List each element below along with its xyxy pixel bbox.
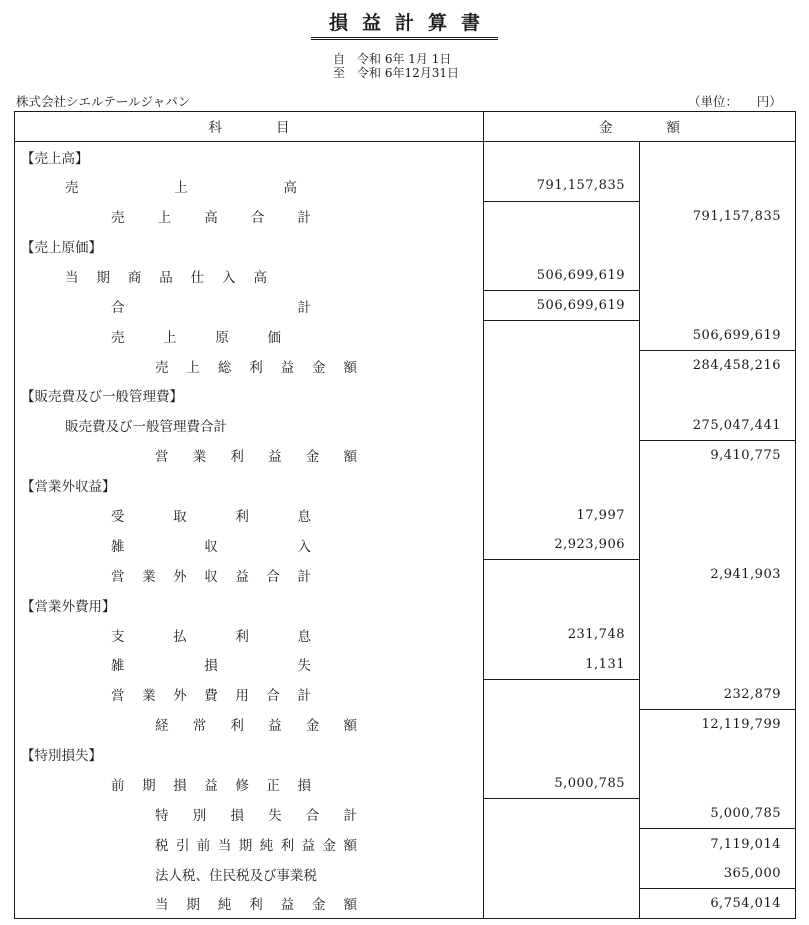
row-label-cell (15, 321, 484, 351)
label-char: 計 (297, 688, 311, 705)
label-char: 損 (230, 807, 244, 824)
amount-total (640, 381, 796, 411)
label-char: 利 (249, 359, 263, 376)
label-char: 期 (186, 897, 200, 914)
table-row (15, 560, 796, 590)
row-label (111, 625, 311, 645)
label-char: 高 (204, 210, 218, 227)
amount-detail (484, 410, 640, 440)
label-char: 支 (111, 628, 125, 645)
label-char: 収 (204, 568, 218, 585)
label-char: 額 (343, 837, 357, 854)
amount-detail: 1,131 (484, 650, 640, 680)
label-char: 額 (343, 359, 357, 376)
amount-total (640, 291, 796, 321)
amount-detail: 791,157,835 (484, 171, 640, 201)
table-row (15, 351, 796, 381)
label-char: 上 (186, 359, 200, 376)
label-char: 品 (159, 269, 173, 286)
label-char: 純 (259, 837, 274, 854)
label-char: 金 (305, 718, 320, 735)
row-label: 法人税、住民税及び事業税 (155, 867, 317, 884)
amount-total: 12,119,799 (640, 709, 796, 739)
label-char: 受 (111, 509, 125, 526)
amount-header (484, 112, 796, 142)
table-row (15, 799, 796, 829)
table-row (15, 291, 796, 321)
label-char: 収 (204, 538, 218, 555)
label-char: 払 (173, 628, 187, 645)
row-label-cell (15, 829, 484, 859)
table-row (15, 889, 796, 919)
label-char: 税 (155, 837, 169, 854)
label-char: 引 (175, 837, 190, 854)
label-char: 上 (157, 210, 172, 227)
label-char: 益 (268, 718, 282, 735)
label-char: 商 (127, 269, 142, 286)
row-label (111, 654, 311, 674)
table-body (15, 141, 796, 918)
label-char: 額 (343, 897, 357, 914)
label-char: 用 (235, 688, 249, 705)
label-char: 売 (65, 180, 79, 197)
amount-detail (484, 709, 640, 739)
label-char: 計 (297, 299, 311, 316)
row-label-cell (15, 291, 484, 321)
row-label-cell (15, 351, 484, 381)
table-row (15, 500, 796, 530)
row-label-cell (15, 739, 484, 769)
label-char: 金 (312, 359, 326, 376)
label-char: 損 (297, 778, 311, 795)
label-char: 合 (250, 210, 265, 227)
amount-total (640, 141, 796, 171)
row-label-cell (15, 590, 484, 620)
row-label-cell (15, 709, 484, 739)
amount-detail: 5,000,785 (484, 769, 640, 799)
label-char: 営 (111, 568, 125, 585)
table-row (15, 141, 796, 171)
row-label: 販売費及び一般管理費合計 (65, 419, 227, 436)
label-char: 高 (283, 180, 297, 197)
label-char: 失 (297, 658, 311, 675)
table-row (15, 261, 796, 291)
label-char: 益 (301, 837, 316, 854)
table-header-row (15, 112, 796, 142)
row-label (111, 774, 311, 794)
table-row (15, 679, 796, 709)
amount-header-label: 金 額 (599, 120, 680, 137)
label-char: 損 (204, 658, 218, 675)
table-row (15, 171, 796, 201)
row-label-cell (15, 530, 484, 560)
label-char: 計 (343, 807, 357, 824)
label-char: 仕 (190, 269, 205, 286)
row-label-cell (15, 470, 484, 500)
amount-total: 6,754,014 (640, 889, 796, 919)
row-label-cell (15, 141, 484, 171)
row-label-cell (15, 201, 484, 231)
amount-total: 275,047,441 (640, 410, 796, 440)
label-char: 雑 (111, 538, 125, 555)
amount-total (640, 261, 796, 291)
amount-detail: 17,997 (484, 500, 640, 530)
row-label (155, 714, 357, 734)
label-char: 息 (297, 628, 311, 645)
row-label: 【販売費及び一般管理費】 (21, 389, 183, 406)
amount-detail (484, 829, 640, 859)
amount-detail (484, 470, 640, 500)
row-label (155, 834, 357, 854)
row-label-cell (15, 560, 484, 590)
amount-total (640, 769, 796, 799)
amount-total: 506,699,619 (640, 321, 796, 351)
row-label-cell (15, 440, 484, 470)
row-label-cell (15, 381, 484, 411)
amount-detail (484, 141, 640, 171)
amount-total (640, 530, 796, 560)
label-char: 当 (217, 837, 232, 854)
row-label (155, 804, 357, 824)
amount-detail (484, 859, 640, 889)
label-char: 利 (230, 449, 244, 466)
label-char: 総 (217, 359, 232, 376)
amount-detail: 2,923,906 (484, 530, 640, 560)
table-row (15, 829, 796, 859)
table-row (15, 470, 796, 500)
label-char: 額 (343, 449, 357, 466)
amount-total: 7,119,014 (640, 829, 796, 859)
row-label-cell (15, 500, 484, 530)
label-char: 当 (155, 897, 169, 914)
label-char: 前 (196, 837, 211, 854)
period-from: 自 令和 6年 1月 1日 (333, 52, 452, 66)
row-label-cell (15, 231, 484, 261)
label-char: 売 (155, 359, 169, 376)
label-char: 上 (163, 329, 177, 346)
label-char: 利 (235, 628, 249, 645)
amount-total: 791,157,835 (640, 201, 796, 231)
table-row (15, 859, 796, 889)
label-char: 益 (280, 897, 295, 914)
label-char: 益 (235, 568, 249, 585)
label-char: 原 (215, 329, 229, 346)
title-wrap (0, 8, 809, 40)
row-label-cell (15, 769, 484, 799)
label-char: 損 (173, 778, 187, 795)
amount-detail (484, 679, 640, 709)
label-char: 利 (249, 897, 263, 914)
amount-detail (484, 231, 640, 261)
label-char: 経 (155, 718, 169, 735)
table-row (15, 739, 796, 769)
row-label: 【特別損失】 (21, 748, 102, 765)
income-statement-table (14, 111, 796, 919)
label-char: 前 (111, 778, 125, 795)
amount-detail: 506,699,619 (484, 261, 640, 291)
label-char: 金 (312, 897, 326, 914)
row-label-cell (15, 889, 484, 919)
label-char: 業 (142, 688, 156, 705)
table-row (15, 321, 796, 351)
table-row (15, 440, 796, 470)
unit-label: （単位： 円） (688, 94, 782, 109)
amount-total: 232,879 (640, 679, 796, 709)
amount-detail (484, 321, 640, 351)
amount-total: 284,458,216 (640, 351, 796, 381)
label-char: 費 (204, 688, 218, 705)
label-char: 修 (235, 778, 249, 795)
label-char: 息 (297, 509, 311, 526)
label-char: 益 (280, 359, 295, 376)
row-label (155, 445, 357, 465)
row-label: 【売上原価】 (21, 240, 102, 256)
label-char: 上 (174, 180, 188, 197)
label-char: 取 (173, 509, 187, 526)
row-label (111, 296, 311, 316)
row-label (155, 356, 357, 376)
amount-total: 365,000 (640, 859, 796, 889)
row-label-cell (15, 650, 484, 680)
subject-header-label: 科 目 (208, 120, 290, 137)
label-char: 売 (111, 329, 125, 346)
label-char: 期 (238, 837, 253, 854)
amount-detail: 231,748 (484, 620, 640, 650)
amount-total: 5,000,785 (640, 799, 796, 829)
row-label-cell (15, 679, 484, 709)
row-label (155, 893, 357, 913)
label-char: 計 (297, 568, 311, 585)
table-row (15, 410, 796, 440)
amount-total (640, 231, 796, 261)
label-char: 期 (142, 778, 156, 795)
amount-total (640, 739, 796, 769)
table-row (15, 381, 796, 411)
label-char: 高 (253, 269, 267, 286)
amount-detail (484, 560, 640, 590)
label-char: 雑 (111, 658, 125, 675)
label-char: 常 (192, 718, 207, 735)
table-row (15, 201, 796, 231)
row-label-cell (15, 620, 484, 650)
amount-total: 2,941,903 (640, 560, 796, 590)
row-label: 【売上高】 (21, 150, 89, 167)
row-label-cell (15, 261, 484, 291)
amount-detail (484, 201, 640, 231)
company-name: 株式会社シエルテールジャパン (16, 94, 191, 109)
label-char: 合 (266, 568, 280, 585)
row-label: 【営業外収益】 (21, 479, 116, 496)
label-char: 別 (192, 807, 207, 824)
label-char: 金 (305, 449, 320, 466)
label-char: 合 (111, 299, 125, 316)
label-char: 額 (343, 718, 357, 735)
row-label: 【営業外費用】 (21, 598, 116, 615)
amount-detail (484, 799, 640, 829)
amount-total (640, 620, 796, 650)
label-char: 正 (266, 778, 280, 795)
label-char: 営 (155, 449, 169, 466)
table-row (15, 650, 796, 680)
row-label-cell (15, 859, 484, 889)
amount-total (640, 470, 796, 500)
table-row (15, 530, 796, 560)
fiscal-period (333, 52, 459, 80)
label-char: 合 (305, 807, 320, 824)
label-char: 業 (142, 568, 156, 585)
label-char: 特 (155, 807, 169, 824)
label-char: 益 (204, 778, 218, 795)
label-char: 失 (268, 807, 282, 824)
label-char: 金 (322, 837, 336, 854)
label-char: 外 (173, 688, 187, 705)
amount-total (640, 500, 796, 530)
amount-detail: 506,699,619 (484, 291, 640, 321)
amount-total (640, 650, 796, 680)
row-label (111, 535, 311, 555)
table-row (15, 769, 796, 799)
label-char: 入 (222, 269, 236, 286)
row-label (111, 206, 311, 226)
label-char: 外 (173, 568, 187, 585)
amount-detail (484, 440, 640, 470)
table-row (15, 620, 796, 650)
row-label (65, 266, 267, 286)
amount-total (640, 590, 796, 620)
label-char: 利 (280, 837, 295, 854)
label-char: 入 (297, 538, 311, 555)
label-char: 益 (268, 449, 282, 466)
row-label-cell (15, 799, 484, 829)
period-to: 至 令和 6年12月31日 (333, 66, 459, 80)
row-label (65, 176, 297, 196)
label-char: 期 (96, 269, 110, 286)
amount-detail (484, 381, 640, 411)
amount-detail (484, 889, 640, 919)
row-label-cell (15, 410, 484, 440)
table-row (15, 231, 796, 261)
label-char: 業 (192, 449, 207, 466)
label-char: 利 (235, 509, 249, 526)
amount-total (640, 171, 796, 201)
amount-detail (484, 590, 640, 620)
label-char: 利 (230, 718, 244, 735)
subject-header (15, 112, 484, 142)
row-label (111, 326, 281, 346)
table-row (15, 590, 796, 620)
amount-detail (484, 739, 640, 769)
label-char: 価 (267, 329, 281, 346)
row-label (111, 505, 311, 525)
row-label-cell (15, 171, 484, 201)
label-char: 当 (65, 269, 79, 286)
document-title: 損益計算書 (311, 8, 498, 40)
amount-detail (484, 351, 640, 381)
amount-total: 9,410,775 (640, 440, 796, 470)
row-label (111, 565, 311, 585)
label-char: 計 (297, 210, 311, 227)
label-char: 営 (111, 688, 125, 705)
label-char: 合 (266, 688, 280, 705)
table-row (15, 709, 796, 739)
label-char: 売 (111, 210, 125, 227)
row-label (111, 684, 311, 704)
label-char: 純 (217, 897, 232, 914)
